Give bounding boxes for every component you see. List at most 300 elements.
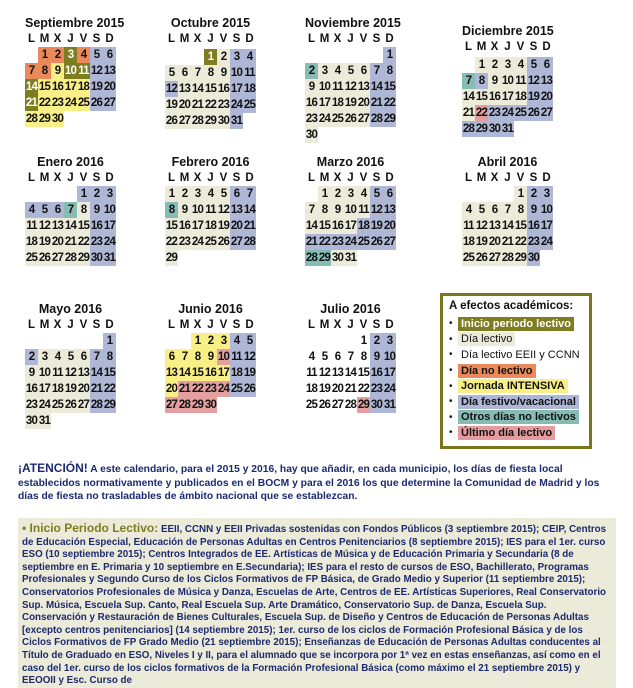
weekday-label: M — [179, 172, 190, 184]
day-cell: 14 — [64, 220, 77, 232]
weekday-label: D — [105, 33, 114, 45]
day-cell: 12 — [475, 220, 488, 232]
month-10 — [305, 302, 396, 413]
day-cell: 28 — [90, 399, 103, 411]
day-cell: 26 — [38, 252, 51, 264]
day-grid — [305, 333, 396, 413]
weekday-label: J — [504, 41, 511, 53]
weekday-label: D — [105, 319, 114, 331]
day-cell: 19 — [318, 383, 331, 395]
day-cell: 23 — [217, 99, 230, 111]
day-cell: 10 — [217, 351, 230, 363]
month-1 — [165, 16, 256, 129]
day-cell: 28 — [25, 113, 38, 125]
weekday-label: X — [333, 172, 342, 184]
month-0 — [25, 16, 125, 127]
day-cell: 20 — [488, 236, 501, 248]
day-cell: 26 — [318, 399, 331, 411]
day-cell: 24 — [191, 236, 204, 248]
day-cell: 20 — [178, 99, 191, 111]
day-cell: 28 — [462, 123, 475, 135]
day-cell: 27 — [331, 399, 344, 411]
day-cell: 29 — [77, 252, 90, 264]
day-cell: 30 — [204, 399, 217, 411]
day-cell: 26 — [90, 97, 103, 109]
day-cell: 16 — [331, 220, 344, 232]
day-cell: 10 — [64, 65, 77, 77]
day-cell: 29 — [204, 115, 217, 127]
day-cell: 24 — [383, 383, 396, 395]
day-cell: 18 — [77, 81, 90, 93]
weekday-label: S — [529, 41, 538, 53]
day-cell: 26 — [344, 113, 357, 125]
day-cell: 3 — [64, 47, 77, 63]
day-cell: 10 — [230, 67, 243, 79]
day-cell: 14 — [90, 367, 103, 379]
day-cell: 26 — [165, 115, 178, 127]
day-cell: 28 — [178, 399, 191, 411]
bullet-icon: • — [449, 396, 453, 408]
day-cell: 7 — [178, 349, 191, 365]
bullet-icon: • — [449, 411, 453, 423]
weekday-label: M — [319, 319, 330, 331]
day-cell: 5 — [38, 202, 51, 218]
weekday-header — [25, 33, 116, 45]
day-cell: 11 — [515, 75, 526, 87]
day-cell: 7 — [25, 63, 38, 79]
start-period-note — [18, 518, 616, 688]
weekday-label: X — [193, 172, 202, 184]
weekday-header — [25, 319, 116, 331]
day-cell: 7 — [370, 63, 383, 79]
day-cell: 4 — [308, 351, 315, 363]
month-title: Octubre 2015 — [170, 16, 251, 30]
day-cell: 23 — [90, 236, 103, 248]
day-cell: 5 — [217, 186, 230, 202]
day-cell: 23 — [527, 236, 540, 248]
day-cell: 12 — [165, 83, 178, 95]
weekday-label: X — [193, 33, 202, 45]
month-title: Marzo 2016 — [316, 155, 385, 169]
day-cell: 4 — [357, 186, 370, 202]
day-cell: 5 — [165, 65, 178, 81]
weekday-label: J — [207, 319, 214, 331]
month-title: Diciembre 2015 — [462, 24, 554, 38]
start-period-heading: • Inicio Periodo Lectivo: — [22, 521, 159, 535]
day-cell: 16 — [25, 383, 38, 395]
day-grid — [25, 333, 116, 429]
weekday-label: M — [476, 41, 487, 53]
day-cell: 11 — [78, 65, 89, 77]
day-cell: 18 — [462, 236, 475, 248]
day-cell: 3 — [217, 333, 230, 349]
day-cell: 24 — [64, 97, 77, 109]
day-cell: 26 — [64, 399, 77, 411]
day-cell: 4 — [331, 63, 344, 79]
day-cell: 27 — [103, 97, 116, 109]
weekday-label: M — [39, 33, 50, 45]
legend-label: Último día lectivo — [458, 426, 555, 440]
day-cell: 27 — [357, 113, 370, 125]
day-cell: 6 — [165, 349, 178, 365]
day-cell: 20 — [540, 91, 553, 103]
day-cell: 26 — [243, 383, 256, 395]
weekday-label: L — [27, 33, 36, 45]
day-grid — [462, 57, 553, 137]
legend-label: Día lectivo — [458, 332, 515, 346]
weekday-label: S — [529, 172, 538, 184]
day-cell: 16 — [178, 220, 191, 232]
day-cell: 22 — [103, 383, 116, 395]
weekday-label: S — [232, 319, 241, 331]
day-cell: 9 — [217, 65, 230, 81]
day-cell: 2 — [51, 47, 64, 63]
weekday-label: S — [92, 319, 101, 331]
day-cell: 18 — [305, 383, 318, 395]
day-cell: 12 — [318, 367, 331, 379]
day-cell: 3 — [38, 349, 51, 365]
day-cell: 28 — [501, 252, 514, 264]
month-title: Mayo 2016 — [38, 302, 103, 316]
weekday-header — [462, 172, 553, 184]
day-cell: 21 — [25, 97, 38, 109]
day-cell: 15 — [191, 367, 204, 379]
day-cell: 12 — [370, 204, 383, 216]
day-grid — [305, 47, 396, 143]
day-cell: 24 — [501, 107, 514, 119]
weekday-label: X — [53, 319, 62, 331]
day-cell: 19 — [38, 236, 51, 248]
day-cell: 11 — [332, 81, 343, 93]
day-cell: 8 — [191, 349, 204, 365]
month-title: Abril 2016 — [477, 155, 538, 169]
day-cell: 14 — [370, 81, 383, 93]
day-cell: 9 — [305, 79, 318, 95]
day-cell: 14 — [344, 367, 357, 379]
day-cell: 21 — [462, 107, 475, 119]
weekday-label: M — [179, 33, 190, 45]
day-cell: 4 — [204, 186, 217, 202]
day-cell: 20 — [357, 97, 370, 109]
weekday-label: V — [516, 41, 525, 53]
month-title: Noviembre 2015 — [305, 16, 401, 30]
day-cell: 18 — [514, 91, 527, 103]
day-cell: 24 — [540, 236, 553, 248]
day-cell: 19 — [344, 97, 357, 109]
day-cell: 25 — [51, 399, 64, 411]
month-5 — [165, 155, 256, 266]
day-cell: 19 — [217, 220, 230, 232]
weekday-label: J — [347, 172, 354, 184]
day-cell: 23 — [488, 107, 501, 119]
day-cell: 10 — [318, 81, 331, 93]
day-cell: 2 — [217, 49, 230, 65]
weekday-label: L — [307, 33, 316, 45]
day-cell: 23 — [51, 97, 64, 109]
weekday-label: L — [307, 319, 316, 331]
day-cell: 10 — [103, 204, 116, 216]
bullet-icon: • — [449, 333, 453, 345]
day-cell: 16 — [90, 220, 103, 232]
day-cell: 3 — [501, 57, 514, 73]
day-cell: 21 — [370, 97, 383, 109]
day-cell: 23 — [370, 383, 383, 395]
day-cell: 5 — [90, 47, 103, 63]
day-cell: 4 — [51, 349, 64, 365]
day-cell: 25 — [357, 236, 370, 248]
weekday-label: X — [490, 41, 499, 53]
day-cell: 29 — [38, 113, 51, 125]
day-cell: 27 — [540, 107, 553, 119]
legend — [440, 293, 592, 449]
day-cell: 29 — [514, 252, 527, 264]
day-cell: 29 — [357, 399, 370, 411]
day-cell: 27 — [383, 236, 396, 248]
day-cell: 18 — [331, 97, 344, 109]
weekday-label: V — [79, 172, 88, 184]
day-cell: 15 — [204, 83, 217, 95]
weekday-label: D — [385, 33, 394, 45]
weekday-label: S — [92, 33, 101, 45]
day-cell: 14 — [25, 81, 38, 93]
weekday-label: X — [333, 33, 342, 45]
day-cell: 7 — [90, 349, 103, 365]
day-cell: 25 — [77, 97, 90, 109]
bullet-icon: • — [449, 349, 453, 361]
day-cell: 6 — [103, 47, 116, 63]
day-cell: 17 — [64, 81, 77, 93]
day-cell: 25 — [305, 399, 318, 411]
weekday-label: L — [27, 172, 36, 184]
weekday-label: J — [67, 172, 74, 184]
day-cell: 20 — [103, 81, 116, 93]
day-cell: 11 — [244, 67, 255, 79]
month-2 — [305, 16, 401, 143]
day-cell: 1 — [360, 335, 367, 347]
day-cell: 25 — [25, 252, 38, 264]
start-period-text: EEII, CCNN y EEII Privadas sostenidas con Fondos Públicos (3 septiembre 2015); CEIP, Centros de Educación Especial, Educación de Personas Adultas en Centros Penitenciarios (8 septiembre 2015); IES para el 1er. curso ESO (10 septiembre 2015); Centros Integrados de EE. Artísticas de Música y de Educación Primaria y Secundaria (8 de septiembre en E. Primaria y 10 septiembre en E.Secundaria); IES para el resto de cursos de ESO, Bachillerato, Programas Profesionales y Segundo Curso de los Ciclos Formativos de FP Básica, de Grado Medio y Superior (11 septiembre 2015); Conservatorios Profesionales de Música y Danza, Escuelas de Arte, Centros de EE. Artísticas Superiores, Real Conservatorio Sup. Música, Escuela Sup. Canto, Real Escuela Sup. Arte Dramático, Conservatorio Sup. de Danza, Escuela Sup. Conservación y Restauración de Bienes Culturales, Escuela Sup. de Diseño y Centros de Educación de Personas Adultas [excepto centros penitenciarios] (14 septiembre 2015); 1er. curso de los ciclos de Formación Profesional Básica y de los Ciclos Formativos de FP Grado Medio (21 septiembre 2015); Enseñanzas de Educación de Personas Adultas conducentes al Título de Graduado en ESO, Niveles I y II, para el alumnado que se incorpora por 1ª vez en estas enseñanzas, así como en el caso del 1er. curso de los ciclos formativos de la Formación Profesional Básica (como máximo el 21 septiembre 2015) y EEOOII y Esc. Curso de — [22, 524, 607, 687]
day-cell: 13 — [178, 83, 191, 95]
day-cell: 26 — [527, 107, 540, 119]
day-cell: 12 — [38, 220, 51, 232]
legend-items — [449, 316, 583, 441]
day-cell: 6 — [77, 349, 90, 365]
day-cell: 25 — [462, 252, 475, 264]
legend-item — [449, 347, 583, 363]
day-cell: 13 — [230, 204, 243, 216]
bullet-icon: • — [449, 427, 453, 439]
weekday-label: J — [207, 172, 214, 184]
month-title: Septiembre 2015 — [25, 16, 125, 30]
day-cell: 13 — [165, 367, 178, 379]
day-cell: 31 — [501, 123, 514, 135]
day-cell: 13 — [383, 204, 396, 216]
day-cell: 20 — [165, 383, 178, 395]
day-cell: 18 — [51, 383, 64, 395]
day-cell: 3 — [191, 186, 204, 202]
day-cell: 26 — [475, 252, 488, 264]
day-cell: 22 — [318, 236, 331, 248]
weekday-label: D — [105, 172, 114, 184]
day-cell: 2 — [204, 333, 217, 349]
day-cell: 3 — [318, 63, 331, 79]
day-cell: 8 — [103, 349, 116, 365]
day-cell: 9 — [488, 73, 501, 89]
day-cell: 8 — [38, 63, 51, 79]
day-cell: 11 — [52, 367, 63, 379]
day-cell: 20 — [331, 383, 344, 395]
legend-label: Día no lectivo — [458, 364, 536, 378]
month-8 — [25, 302, 116, 429]
month-title: Julio 2016 — [320, 302, 381, 316]
day-cell: 4 — [514, 57, 527, 73]
weekday-label: V — [359, 319, 368, 331]
day-cell: 12 — [243, 351, 256, 363]
weekday-label: V — [359, 33, 368, 45]
day-cell: 22 — [475, 107, 488, 119]
day-cell: 10 — [383, 351, 396, 363]
day-cell: 24 — [344, 236, 357, 248]
day-cell: 9 — [51, 63, 64, 79]
day-cell: 2 — [90, 186, 103, 202]
day-cell: 7 — [191, 65, 204, 81]
month-4 — [25, 155, 116, 266]
weekday-label: D — [245, 33, 254, 45]
weekday-label: M — [39, 319, 50, 331]
weekday-label: X — [193, 319, 202, 331]
day-cell: 21 — [90, 383, 103, 395]
day-cell: 10 — [501, 75, 514, 87]
weekday-label: X — [490, 172, 499, 184]
weekday-header — [305, 319, 396, 331]
day-cell: 29 — [475, 123, 488, 135]
day-cell: 1 — [191, 333, 204, 349]
day-cell: 17 — [501, 91, 514, 103]
day-cell: 30 — [488, 123, 501, 135]
day-grid — [165, 333, 256, 413]
day-cell: 15 — [103, 367, 116, 379]
day-cell: 1 — [514, 186, 527, 202]
weekday-label: S — [92, 172, 101, 184]
day-grid — [165, 186, 256, 266]
day-cell: 25 — [204, 236, 217, 248]
weekday-label: L — [464, 41, 473, 53]
day-cell: 6 — [178, 65, 191, 81]
month-7 — [462, 155, 553, 266]
legend-label: Otros días no lectivos — [458, 410, 579, 424]
day-cell: 7 — [347, 351, 354, 363]
day-cell: 18 — [204, 220, 217, 232]
weekday-label: S — [232, 172, 241, 184]
weekday-label: L — [307, 172, 316, 184]
day-cell: 4 — [230, 333, 243, 349]
day-cell: 22 — [77, 236, 90, 248]
day-cell: 24 — [318, 113, 331, 125]
legend-item — [449, 316, 583, 332]
day-cell: 10 — [38, 367, 51, 379]
day-cell: 9 — [90, 202, 103, 218]
day-cell: 12 — [217, 204, 230, 216]
day-cell: 6 — [488, 202, 501, 218]
day-cell: 4 — [25, 202, 38, 218]
day-cell: 20 — [230, 220, 243, 232]
day-cell: 27 — [488, 252, 501, 264]
day-cell: 25 — [514, 107, 527, 119]
day-cell: 1 — [38, 47, 51, 63]
weekday-label: V — [219, 319, 228, 331]
day-cell: 21 — [501, 236, 514, 248]
day-cell: 25 — [230, 383, 243, 395]
day-grid — [165, 49, 256, 129]
day-cell: 26 — [370, 236, 383, 248]
day-cell: 28 — [243, 236, 256, 248]
day-cell: 24 — [230, 99, 243, 111]
day-cell: 2 — [305, 63, 318, 79]
day-cell: 13 — [103, 65, 116, 77]
day-cell: 17 — [191, 220, 204, 232]
day-cell: 27 — [77, 399, 90, 411]
day-cell: 7 — [243, 186, 256, 202]
day-cell: 12 — [344, 81, 357, 93]
bullet-icon: • — [449, 365, 453, 377]
weekday-label: D — [385, 319, 394, 331]
day-cell: 17 — [38, 383, 51, 395]
day-cell: 6 — [357, 63, 370, 79]
day-cell: 14 — [462, 91, 475, 103]
attention-heading: ¡ATENCIÓN! — [18, 461, 88, 475]
day-cell: 16 — [204, 367, 217, 379]
day-cell: 29 — [318, 252, 331, 264]
weekday-header — [25, 172, 116, 184]
day-cell: 20 — [51, 236, 64, 248]
day-cell: 23 — [204, 383, 217, 395]
weekday-label: L — [27, 319, 36, 331]
day-cell: 31 — [103, 252, 116, 264]
day-cell: 26 — [217, 236, 230, 248]
day-cell: 31 — [38, 415, 51, 427]
month-title: Junio 2016 — [178, 302, 243, 316]
day-cell: 30 — [51, 113, 64, 125]
day-cell: 17 — [103, 220, 116, 232]
day-cell: 19 — [370, 220, 383, 232]
day-cell: 1 — [383, 47, 396, 63]
day-grid — [462, 186, 553, 266]
day-cell: 17 — [383, 367, 396, 379]
day-cell: 15 — [38, 81, 51, 93]
day-cell: 2 — [25, 349, 38, 365]
day-cell: 29 — [191, 399, 204, 411]
day-cell: 20 — [77, 383, 90, 395]
day-cell: 24 — [217, 383, 230, 395]
weekday-label: D — [542, 41, 551, 53]
weekday-label: J — [504, 172, 511, 184]
month-9 — [165, 302, 256, 413]
weekday-header — [462, 41, 553, 53]
day-cell: 17 — [540, 220, 553, 232]
day-cell: 20 — [383, 220, 396, 232]
day-cell: 5 — [475, 202, 488, 218]
month-title: Enero 2016 — [37, 155, 104, 169]
legend-title: A efectos académicos: — [449, 300, 574, 312]
weekday-label: V — [79, 33, 88, 45]
day-cell: 10 — [191, 204, 204, 216]
day-cell: 24 — [103, 236, 116, 248]
day-cell: 9 — [178, 202, 191, 218]
day-cell: 13 — [540, 75, 553, 87]
day-cell: 21 — [344, 383, 357, 395]
day-cell: 7 — [462, 73, 475, 89]
day-cell: 23 — [178, 236, 191, 248]
